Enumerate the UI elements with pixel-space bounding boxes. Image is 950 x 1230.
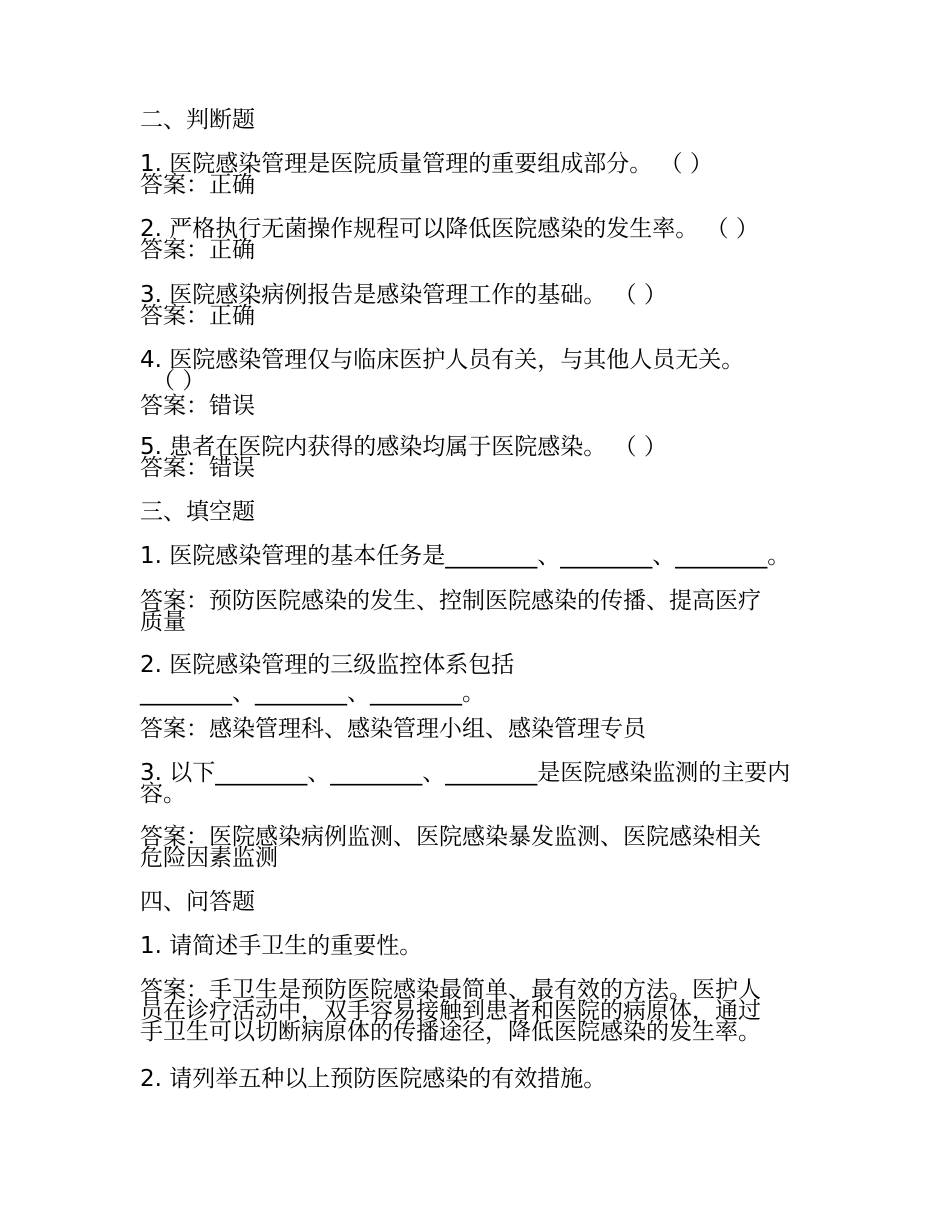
question-text: 1. 请简述手卫生的重要性。 xyxy=(140,933,423,959)
question-text: 2. 医院感染管理的三级监控体系包括 xyxy=(140,652,515,678)
question-text: 2. 严格执行无菌操作规程可以降低医院感染的发生率。 （ ） xyxy=(140,216,759,242)
qa-question-2 xyxy=(140,1065,830,1093)
question-text: 3. 医院感染病例报告是感染管理工作的基础。 （ ） xyxy=(140,282,667,308)
answer-text: 答案：正确 xyxy=(140,237,255,263)
qa-answer-1 xyxy=(140,977,830,1045)
section-heading-text: 二、判断题 xyxy=(140,107,255,133)
fill-answer-2 xyxy=(140,715,830,743)
answer-text: 答案：预防医院感染的发生、控制医院感染的传播、提高医疗 xyxy=(140,588,761,614)
judge-item-1 xyxy=(140,151,830,198)
answer-text-cont: 危险因素监测 xyxy=(140,845,278,871)
fill-answer-1 xyxy=(140,588,830,635)
answer-text: 答案：手卫生是预防医院感染最简单、最有效的方法。医护人 xyxy=(140,977,761,1003)
answer-text: 答案：正确 xyxy=(140,172,255,198)
answer-text: 答案：错误 xyxy=(140,393,255,419)
fill-question-1 xyxy=(140,542,830,570)
section-heading-text: 三、填空题 xyxy=(140,499,255,525)
judge-item-5 xyxy=(140,434,830,481)
fill-question-3 xyxy=(140,760,830,807)
judge-item-4 xyxy=(140,347,830,419)
answer-text-cont: 质量 xyxy=(140,609,186,635)
answer-text-cont: 员在诊疗活动中，双手容易接触到患者和医院的病原体，通过 xyxy=(140,998,761,1024)
section-heading-judge xyxy=(140,106,830,134)
question-text: 3. 以下________、________、________是医院感染监测的主要内 xyxy=(140,760,791,786)
answer-text: 答案：感染管理科、感染管理小组、感染管理专员 xyxy=(140,716,646,742)
fill-question-2 xyxy=(140,651,830,707)
section-heading-text: 四、问答题 xyxy=(140,889,255,915)
section-heading-fill xyxy=(140,498,830,526)
answer-text-cont: 手卫生可以切断病原体的传播途径，降低医院感染的发生率。 xyxy=(140,1019,761,1045)
question-text: 1. 医院感染管理是医院质量管理的重要组成部分。 （ ） xyxy=(140,151,713,177)
question-bracket: （ ） xyxy=(152,368,206,394)
answer-text: 答案：正确 xyxy=(140,303,255,329)
answer-text: 答案：错误 xyxy=(140,455,255,481)
question-text: 2. 请列举五种以上预防医院感染的有效措施。 xyxy=(140,1066,607,1092)
fill-answer-3 xyxy=(140,824,830,871)
question-text-cont: ________、________、________。 xyxy=(140,680,485,706)
judge-item-3 xyxy=(140,282,830,329)
question-text-cont: 容。 xyxy=(140,781,186,807)
question-text: 5. 患者在医院内获得的感染均属于医院感染。 （ ） xyxy=(140,434,667,460)
section-heading-qa xyxy=(140,888,830,916)
answer-text: 答案：医院感染病例监测、医院感染暴发监测、医院感染相关 xyxy=(140,824,761,850)
question-text: 4. 医院感染管理仅与临床医护人员有关，与其他人员无关。 xyxy=(140,347,745,373)
judge-item-2 xyxy=(140,216,830,263)
qa-question-1 xyxy=(140,932,830,960)
question-text: 1. 医院感染管理的基本任务是________、________、________。 xyxy=(140,543,791,569)
